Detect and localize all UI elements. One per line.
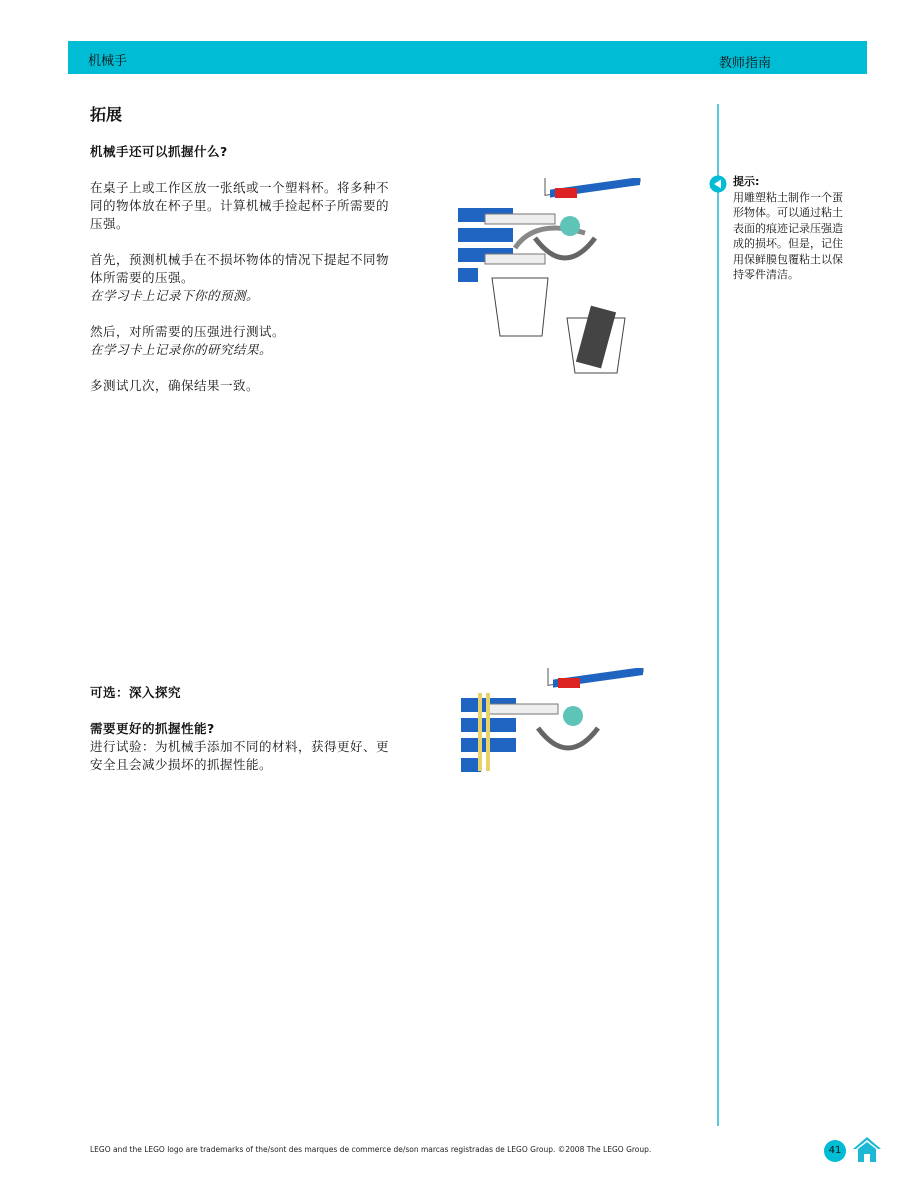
header-guide: 教师指南 (719, 56, 772, 71)
footer-legal: LEGO and the LEGO logo are trademarks of the/sont des marques de commerce de/son marcas registradas de LEGO Group. ©2008 The LEGO Group. (90, 1145, 652, 1154)
paragraph-3 (90, 323, 390, 359)
section-title: 拓展 (90, 105, 123, 124)
header-title: 机械手 (88, 54, 128, 69)
robot-arm-grip-illustration (458, 668, 648, 783)
page-number: 41 (824, 1140, 846, 1162)
tip-title: 提示: (733, 175, 760, 188)
paragraph-3-note: 在学习卡上记录你的研究结果。 (90, 342, 273, 357)
paragraph-2-note: 在学习卡上记录下你的预测。 (90, 288, 260, 303)
sidebar-divider (717, 104, 719, 1126)
header-bar (68, 41, 867, 74)
section-question: 机械手还可以抓握什么? (90, 144, 228, 159)
tip-box (733, 174, 851, 283)
tip-text: 用雕塑粘土制作一个蛋形物体。可以通过粘土表面的痕迹记录压强造成的损坏。但是，记住用保鲜膜包覆粘土以保持零件清洁。 (733, 190, 843, 281)
optional-question: 需要更好的抓握性能? (90, 721, 215, 736)
paragraph-2 (90, 251, 390, 305)
tip-arrow-icon (709, 175, 727, 193)
optional-text: 进行试验：为机械手添加不同的材料，获得更好、更安全且会减少损坏的抓握性能。 (90, 739, 390, 772)
paragraph-3-text: 然后，对所需要的压强进行测试。 (90, 324, 286, 339)
robot-arm-cups-illustration (455, 178, 645, 378)
paragraph-2-text: 首先，预测机械手在不损坏物体的情况下提起不同物体所需要的压强。 (90, 252, 390, 285)
paragraph-4: 多测试几次，确保结果一致。 (90, 378, 260, 393)
home-icon[interactable] (852, 1135, 882, 1163)
paragraph-1: 在桌子上或工作区放一张纸或一个塑料杯。将多种不同的物体放在杯子里。计算机械手捡起杯子所需要的压强。 (90, 180, 390, 231)
optional-title: 可选：深入探究 (90, 685, 182, 700)
